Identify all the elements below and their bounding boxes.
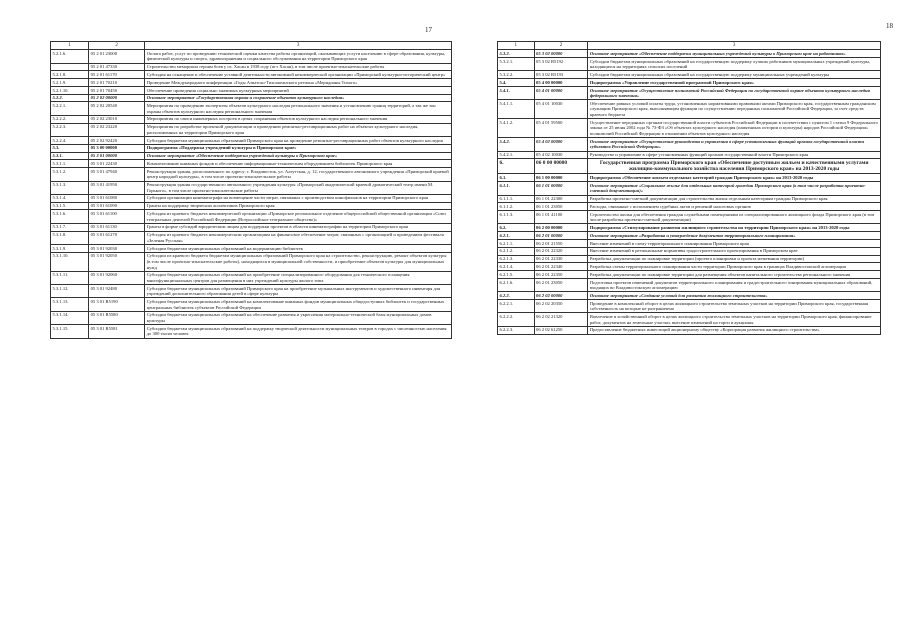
row-kcsr-cell: 06 2 02 61250 — [534, 326, 588, 334]
row-description-cell: Разработка документации по планировке территории (проекта планировки и проекта межевания территории) — [588, 255, 881, 263]
row-code-cell: 6.2.1.3. — [498, 255, 535, 263]
row-description-cell: Комплектование книжных фондов и обеспечение информационно-техническим оборудованием библиотек Приморского края — [145, 160, 452, 168]
table-row — [51, 168, 452, 181]
row-description-cell: Подпрограмма «Стимулирование развития жилищного строительства на территории Приморского края» на 2013-2020 годы — [588, 224, 881, 232]
row-description-cell: Основное мероприятие «Обеспечение поддержки муниципальных учреждений культуры в Приморском крае на работников» — [588, 50, 881, 58]
row-kcsr-cell: 05 4 01 59500 — [534, 119, 588, 138]
table-row — [498, 50, 881, 58]
row-description-cell: Обеспечение проведения социально значимых культурных мероприятий — [145, 86, 452, 94]
row-code-cell: 5.2.1.6. — [51, 50, 89, 63]
row-kcsr-cell: 05 3 02 00000 — [534, 50, 588, 58]
row-kcsr-cell: 06 1 01 00000 — [534, 182, 588, 195]
row-description-cell: Субсидия на оснащение и обеспечение уставной деятельности автономной некоммерческой организации «Приморский культурно-исторический центр» — [145, 71, 452, 79]
row-kcsr-cell: 06 1 00 00000 — [534, 174, 588, 182]
table-row — [51, 252, 452, 271]
row-kcsr-cell: 05 2 02 92420 — [89, 137, 145, 145]
table-row — [498, 159, 881, 174]
row-code-cell: 5.3.1.4. — [51, 194, 89, 202]
table-row — [498, 71, 881, 79]
row-kcsr-cell: 05 2 01 61170 — [89, 71, 145, 79]
table-row — [498, 57, 881, 70]
row-code-cell: 6.2.2. — [498, 292, 535, 300]
row-code-cell: 5.2.2. — [51, 94, 89, 102]
row-kcsr-cell: 06 1 01 23050 — [534, 203, 588, 211]
row-code-cell: 6.1.1. — [498, 182, 535, 195]
row-description-cell: Мероприятия по описи инженерных построек в целях сохранения объектов культурного наследия регионального значения — [145, 115, 452, 123]
row-description-cell: Субсидия из краевого бюджета некоммерческим организациям на финансовое обеспечение затрат, связанных с организацией и проведением фестиваля «Зеленая Русская» — [145, 231, 452, 244]
row-code-cell: 5.2.1.9. — [51, 79, 89, 87]
row-code-cell: 5.3.1.10. — [51, 252, 89, 271]
table-row — [498, 263, 881, 271]
table-row — [498, 100, 881, 119]
row-description-cell: Основное мероприятие «Социальное жилье для отдельных категорий граждан Приморского края (в том числе разработка проектно-сметной документации)» — [588, 182, 881, 195]
table-row — [51, 244, 452, 252]
row-code-cell: 5.4. — [498, 79, 535, 87]
row-kcsr-cell: 06 2 01 22350 — [534, 271, 588, 279]
row-code-cell: 5.3.1.7. — [51, 223, 89, 231]
table-row — [51, 152, 452, 160]
row-description-cell: Основное мероприятие «Осуществление полномочий Российской Федерации по государственной охране объектов культурного наследия федерального значения» — [588, 86, 881, 99]
row-kcsr-cell: 05 3 01 61100 — [89, 210, 145, 223]
table-row — [51, 160, 452, 168]
row-kcsr-cell: 05 2 01 70210 — [89, 79, 145, 87]
row-code-cell: 5.4.1. — [498, 86, 535, 99]
row-description-cell: Субсидии бюджетам муниципальных образований на модернизацию библиотек — [145, 244, 452, 252]
table-row — [51, 194, 452, 202]
row-description-cell: Строительство мемориала героям боев у оз. Хасан в 1938 году (пгт Хасан), в том числе проектно-изыскательские работы — [145, 63, 452, 71]
row-code-cell: 6.2.1.6. — [498, 278, 535, 291]
row-code-cell: 6.1.1.3. — [498, 211, 535, 224]
row-code-cell: 5.3.1.9. — [51, 244, 89, 252]
table-row — [498, 326, 881, 334]
row-kcsr-cell: 06 2 01 22340 — [534, 263, 588, 271]
row-code-cell: 6.2.2.3. — [498, 326, 535, 334]
row-description-cell: Обеспечение равных условий оплаты труда, установленных нормативными правовыми актами Приморского края, государственным гражданским служащим Приморского края, выполняющим функции по осуществлению переданных полномочий Российской Федерации, за счет средств краевого бюджета — [588, 100, 881, 119]
row-kcsr-cell: 05 3 02 R5193 — [534, 71, 588, 79]
column-header: 2 — [534, 42, 588, 50]
row-code-cell: 6.2.1. — [498, 232, 535, 240]
row-description-cell: Субсидия из краевого бюджета некоммерческой организации «Приморское региональное отделение общероссийской общественной организации «Союз театральных деятелей Российской Федерации (Всероссийское театральное общество)» — [145, 210, 452, 223]
row-code-cell: 5.3.1.8. — [51, 231, 89, 244]
row-description-cell: Субсидии из краевого бюджета бюджетам муниципальных образований Приморского края на строительство, реконструкцию, ремонт объектов культуры (в том числе проектно-изыскательские работы), находящихся в муниципальной собственности, и приобретение объектов культуры для муниципальных нужд — [145, 252, 452, 271]
row-description-cell: Субсидии бюджетам муниципальных образований на государственную поддержку лучших работников муниципальных учреждений культуры, находящихся на территориях сельских поселений — [588, 57, 881, 70]
row-kcsr-cell: 05 3 01 R5581 — [89, 325, 145, 338]
row-kcsr-cell: 05 3 01 61080 — [89, 194, 145, 202]
row-description-cell: Основное мероприятие «Осуществление руководства и управления в сфере установленных функций органов государственной власти субъектов Российской Федерации» — [588, 138, 881, 151]
row-description-cell: Субсидии организации кинематографа на возмещение части затрат, связанных с производством кинофильмов на территории Приморского края — [145, 194, 452, 202]
column-header: 3 — [145, 42, 452, 50]
row-kcsr-cell: 06 2 01 23050 — [534, 278, 588, 291]
column-header: 2 — [89, 42, 145, 50]
row-kcsr-cell: 06 2 02 00000 — [534, 292, 588, 300]
row-kcsr-cell: 05 2 01 23000 — [89, 50, 145, 63]
row-code-cell: 5.2.2.3. — [51, 123, 89, 136]
row-code-cell: 6.2.2.2. — [498, 313, 535, 326]
row-kcsr-cell: 05 2 02 23220 — [89, 123, 145, 136]
row-code-cell: 5.3.1.15. — [51, 325, 89, 338]
row-kcsr-cell: 06 1 01 22300 — [534, 195, 588, 203]
row-description-cell: Субсидии бюджетам муниципальных образований на приобретение специализированного оборудования для технического оснащения многофункциональных центров для размещения в них учреждений культуры жилого типа — [145, 271, 452, 284]
row-kcsr-cell: 05 3 01 41950 — [89, 181, 145, 194]
row-description-cell: Подпрограмма «Обеспечение жильем отдельных категорий граждан Приморского края» на 2013-2020 годы — [588, 174, 881, 182]
table-row — [51, 311, 452, 324]
row-description-cell: Проведение Международного конференции «Годы Азиатско-Тихоокеанского региона «Меридианы Тихого» — [145, 79, 452, 87]
row-code-cell: 5.4.2.1. — [498, 151, 535, 159]
row-code-cell: 5.3.1.3. — [51, 181, 89, 194]
row-kcsr-cell: 05 4 01 10030 — [534, 100, 588, 119]
row-kcsr-cell: 05 2 02 20540 — [89, 102, 145, 115]
row-kcsr-cell: 05 3 01 61130 — [89, 223, 145, 231]
row-kcsr-cell: 05 3 01 R5190 — [89, 298, 145, 311]
row-kcsr-cell: 05 2 01 70450 — [89, 86, 145, 94]
row-code-cell: 5.3.2.2. — [498, 71, 535, 79]
row-description-cell: Подпрограмма «Управление государственной программой Приморского края» — [588, 79, 881, 87]
row-code-cell: 5.2.2.2. — [51, 115, 89, 123]
row-kcsr-cell: 05 3 01 92030 — [89, 244, 145, 252]
row-description-cell: Субсидии бюджетам муниципальных образований на обеспечение развития и укрепления материально-технической базы муниципальных домов культуры — [145, 311, 452, 324]
row-code-cell: 5.3.1.6. — [51, 210, 89, 223]
table-row — [51, 137, 452, 145]
row-description-cell: Проведение в комплексный оборот в целях жилищного строительства земельных участков на территории Приморского края, государственная собственность на которые не разграничена — [588, 300, 881, 313]
row-code-cell: 5.2.2.1. — [51, 102, 89, 115]
row-kcsr-cell: 05 2 02 23010 — [89, 115, 145, 123]
row-code-cell: 5.3.2. — [498, 50, 535, 58]
row-code-cell: 6.2.2.1. — [498, 300, 535, 313]
row-code-cell: 5.4.1.1. — [498, 100, 535, 119]
table-row — [51, 102, 452, 115]
row-description-cell: Осуществление переданных органам государственной власти субъектов Российской Федерации в соответствии с пунктом 1 статьи 9 Федерального закона от 25 июня 2002 года № 73-ФЗ «Об объектах культурного наследия (памятниках истории и культуры) народов Российской Федерации» полномочий Российской Федерации в отношении объектов культурного наследия — [588, 119, 881, 138]
row-kcsr-cell: 06 2 01 22320 — [534, 247, 588, 255]
row-kcsr-cell: 05 3 01 61270 — [89, 231, 145, 244]
table-row — [498, 292, 881, 300]
row-code-cell: 6.2.1.2. — [498, 247, 535, 255]
row-code-cell: 5.3.1.14. — [51, 311, 89, 324]
row-kcsr-cell: 06 2 01 21550 — [534, 240, 588, 248]
row-kcsr-cell: 05 3 00 00000 — [89, 144, 145, 152]
right-budget-table — [497, 41, 881, 335]
row-code-cell: 5.2.1.10. — [51, 86, 89, 94]
row-kcsr-cell: 05 3 01 47940 — [89, 168, 145, 181]
column-header: 3 — [588, 42, 881, 50]
row-code-cell: 5.4.1.2. — [498, 119, 535, 138]
row-code-cell: 5.3. — [51, 144, 89, 152]
row-kcsr-cell: 06 2 00 00000 — [534, 224, 588, 232]
row-description-cell: Разработка документации по планировке территории для размещения объектов капитального строительства регионального значения — [588, 271, 881, 279]
table-row — [498, 255, 881, 263]
row-description-cell: Гранты на поддержку творческих коллективов Приморского края — [145, 202, 452, 210]
table-row — [498, 211, 881, 224]
row-code-cell: 6.1. — [498, 174, 535, 182]
row-code-cell: 5.3.1.1. — [51, 160, 89, 168]
row-description-cell: Основное мероприятие «Обеспечение поддержки учреждений культуры в Приморском крае» — [145, 152, 452, 160]
row-code-cell: 6.2. — [498, 224, 535, 232]
row-code-cell: 5.3.1.12. — [51, 285, 89, 298]
table-row — [51, 63, 452, 71]
table-row — [51, 210, 452, 223]
row-kcsr-cell: 05 4 00 00000 — [534, 79, 588, 87]
row-code-cell: 6.1.1.2. — [498, 203, 535, 211]
table-row — [51, 123, 452, 136]
table-header-row — [498, 42, 881, 50]
table-row — [51, 71, 452, 79]
row-kcsr-cell: 05 3 01 00000 — [89, 152, 145, 160]
row-kcsr-cell: 06 1 01 41100 — [534, 211, 588, 224]
table-row — [498, 224, 881, 232]
table-row — [498, 195, 881, 203]
row-kcsr-cell: 06 2 01 22330 — [534, 255, 588, 263]
table-row — [498, 278, 881, 291]
table-row — [498, 203, 881, 211]
page-number-right: 18 — [886, 22, 893, 30]
row-code-cell: 5.2.2.4. — [51, 137, 89, 145]
table-row — [498, 247, 881, 255]
table-row — [498, 151, 881, 159]
row-kcsr-cell: 05 3 01 22430 — [89, 160, 145, 168]
row-description-cell: Внесение изменений в схему территориального планирования Приморского края — [588, 240, 881, 248]
row-description-cell: Вовлечение в хозяйственный оборот в целях жилищного строительства земельных участков на территории Приморского края, финансирование работ, документов на земельные участки, внесение изменений на торги и аукционы — [588, 313, 881, 326]
row-code-cell: 6.2.1.4. — [498, 263, 535, 271]
row-kcsr-cell: 05 2 01 47330 — [89, 63, 145, 71]
table-row — [498, 182, 881, 195]
table-row — [498, 174, 881, 182]
row-description-cell: Внесение изменений в региональные нормативы градостроительного проектирования в Приморском крае — [588, 247, 881, 255]
table-row — [51, 50, 452, 63]
table-row — [51, 79, 452, 87]
row-kcsr-cell: 05 2 02 00000 — [89, 94, 145, 102]
left-budget-table — [50, 41, 452, 339]
row-code-cell: 5.3.1. — [51, 152, 89, 160]
table-row — [498, 240, 881, 248]
row-code-cell: 5.3.1.5. — [51, 202, 89, 210]
table-row — [51, 202, 452, 210]
row-kcsr-cell: 06 2 01 00000 — [534, 232, 588, 240]
row-description-cell: Реконструкция здания, расположенного по адресу: г. Владивосток, ул. Алеутская, д. 12, государственного автономного учреждения «Приморский краевой центр народной культуры», в том числе проектно-изыскательские работы — [145, 168, 452, 181]
table-header-row — [51, 42, 452, 50]
table-row — [498, 86, 881, 99]
right-page — [497, 41, 881, 335]
row-description-cell: Предоставление бюджетных инвестиций акционерному обществу «Корпорация развития жилищного строительства» — [588, 326, 881, 334]
table-row — [51, 298, 452, 311]
row-description-cell: Расходы, связанные с исполнением судебных актов и решений налоговых органов — [588, 203, 881, 211]
row-description-cell: Субсидии бюджетам муниципальных образований Приморского края на проведение ремонтно-реставрационных работ объектов культурного наследия — [145, 137, 452, 145]
row-kcsr-cell: 05 4 02 00000 — [534, 138, 588, 151]
row-kcsr-cell: 06 0 00 00000 — [534, 159, 588, 174]
table-row — [51, 223, 452, 231]
row-kcsr-cell: 06 2 02 21320 — [534, 313, 588, 326]
row-kcsr-cell: 05 3 01 R5580 — [89, 311, 145, 324]
left-page — [50, 41, 452, 339]
row-code-cell — [51, 63, 89, 71]
row-kcsr-cell: 05 4 02 10030 — [534, 151, 588, 159]
row-code-cell: 5.3.2.1. — [498, 57, 535, 70]
table-row — [498, 313, 881, 326]
row-code-cell: 6.2.1.5. — [498, 271, 535, 279]
table-row — [51, 271, 452, 284]
row-code-cell: 6.2.1.1. — [498, 240, 535, 248]
table-row — [498, 138, 881, 151]
row-description-cell: Субсидии бюджетам муниципальных образований на комплектование книжных фондов муниципальных общедоступных библиотек и государственных центральных библиотек субъектов Российской Федерации — [145, 298, 452, 311]
row-description-cell: Строительство жилья для обеспечения граждан служебными помещениями из специализированного жилищного фонда Приморского края (в том числе разработка проектно-сметной документации) — [588, 211, 881, 224]
row-description-cell: Субсидии бюджетам муниципальных образований на поддержку творческой деятельности муниципальных театров в городах с численностью населения до 300 тысяч человек — [145, 325, 452, 338]
row-code-cell: 5.3.1.11. — [51, 271, 89, 284]
row-description-cell: Основное мероприятие «Государственная охрана и сохранение объектов культурного наследия» — [145, 94, 452, 102]
row-kcsr-cell: 06 2 02 20350 — [534, 300, 588, 313]
row-description-cell: Субсидии бюджетам муниципальных образований на государственную поддержку муниципальных учреждений культуры — [588, 71, 881, 79]
table-row — [498, 119, 881, 138]
page-number-left: 17 — [425, 26, 432, 34]
row-description-cell: Разработка проектно-сметной документации для строительства жилья отдельным категориям граждан Приморского края — [588, 195, 881, 203]
row-description-cell: Мероприятия по разработке проектной документации и проведению ремонтно-реставрационных работ на объектах культурного наследия, расположенных на территории Приморского края — [145, 123, 452, 136]
table-row — [498, 271, 881, 279]
row-code-cell: 5.3.1.2. — [51, 168, 89, 181]
row-code-cell: 6. — [498, 159, 535, 174]
row-description-cell: Оплата работ, услуг по проведению технической оценки качества работы организаций, оказывающих услуги населению в сфере образования, культуры, физической культуры и спорта, здравоохранения и социального обслуживания на территории Приморского края — [145, 50, 452, 63]
row-code-cell: 5.4.2. — [498, 138, 535, 151]
column-header: 1 — [498, 42, 535, 50]
row-description-cell: Государственная программа Приморского края «Обеспечение доступным жильем и качественными услугами жилищно-коммунального хозяйства населения Приморского края» на 2013-2020 годы — [588, 159, 881, 174]
table-row — [498, 232, 881, 240]
row-description-cell: Подпрограмма «Поддержка учреждений культуры в Приморском крае» — [145, 144, 452, 152]
row-description-cell: Разработка схемы территориального планирования части территории Приморского края в границах Владивостокской агломерации — [588, 263, 881, 271]
table-row — [51, 285, 452, 298]
row-kcsr-cell: 05 3 01 92050 — [89, 252, 145, 271]
column-header: 1 — [51, 42, 89, 50]
row-kcsr-cell: 05 3 01 92060 — [89, 271, 145, 284]
table-row — [51, 115, 452, 123]
row-description-cell: Руководство и управление в сфере установленных функций органов государственной власти Приморского края — [588, 151, 881, 159]
row-code-cell: 6.1.1.1. — [498, 195, 535, 203]
table-row — [498, 79, 881, 87]
table-row — [51, 181, 452, 194]
table-row — [51, 144, 452, 152]
row-description-cell: Основное мероприятие «Создание условий для развития жилищного строительства» — [588, 292, 881, 300]
table-row — [51, 325, 452, 338]
row-kcsr-cell: 05 3 01 92480 — [89, 285, 145, 298]
row-code-cell: 5.2.1.8. — [51, 71, 89, 79]
row-description-cell: Реконструкция здания государственного автономного учреждения культуры «Приморский академический краевой драматический театр имени М. Горького», в том числе проектно-изыскательские работы — [145, 181, 452, 194]
row-code-cell: 5.3.1.13. — [51, 298, 89, 311]
row-description-cell: Подготовка проектов изменений документов территориального планирования и градостроительного зонирования муниципальных образований, входящих во Владивостокскую агломерацию — [588, 278, 881, 291]
row-description-cell: Гранты в форме субсидий юридическим лицам для поддержки проектов в области кинематографии на территории Приморского края — [145, 223, 452, 231]
row-description-cell: Мероприятия по проведению экспертизы объектов культурного наследия регионального значения и установлению границ территорий, а так же зон охраны объектов культурного наследия регионального значения — [145, 102, 452, 115]
row-kcsr-cell: 05 4 01 00000 — [534, 86, 588, 99]
table-row — [51, 231, 452, 244]
row-kcsr-cell: 05 3 01 61090 — [89, 202, 145, 210]
row-kcsr-cell: 05 3 02 R5192 — [534, 57, 588, 70]
table-row — [51, 86, 452, 94]
table-row — [498, 300, 881, 313]
row-description-cell: Основное мероприятие «Разработка и утверждение документов территориального планирования» — [588, 232, 881, 240]
table-row — [51, 94, 452, 102]
row-description-cell: Субсидии бюджетам муниципальных образований Приморского края на приобретение музыкальных инструментов и художественного инвентаря для учреждений дополнительного образования детей в сфере культуры — [145, 285, 452, 298]
